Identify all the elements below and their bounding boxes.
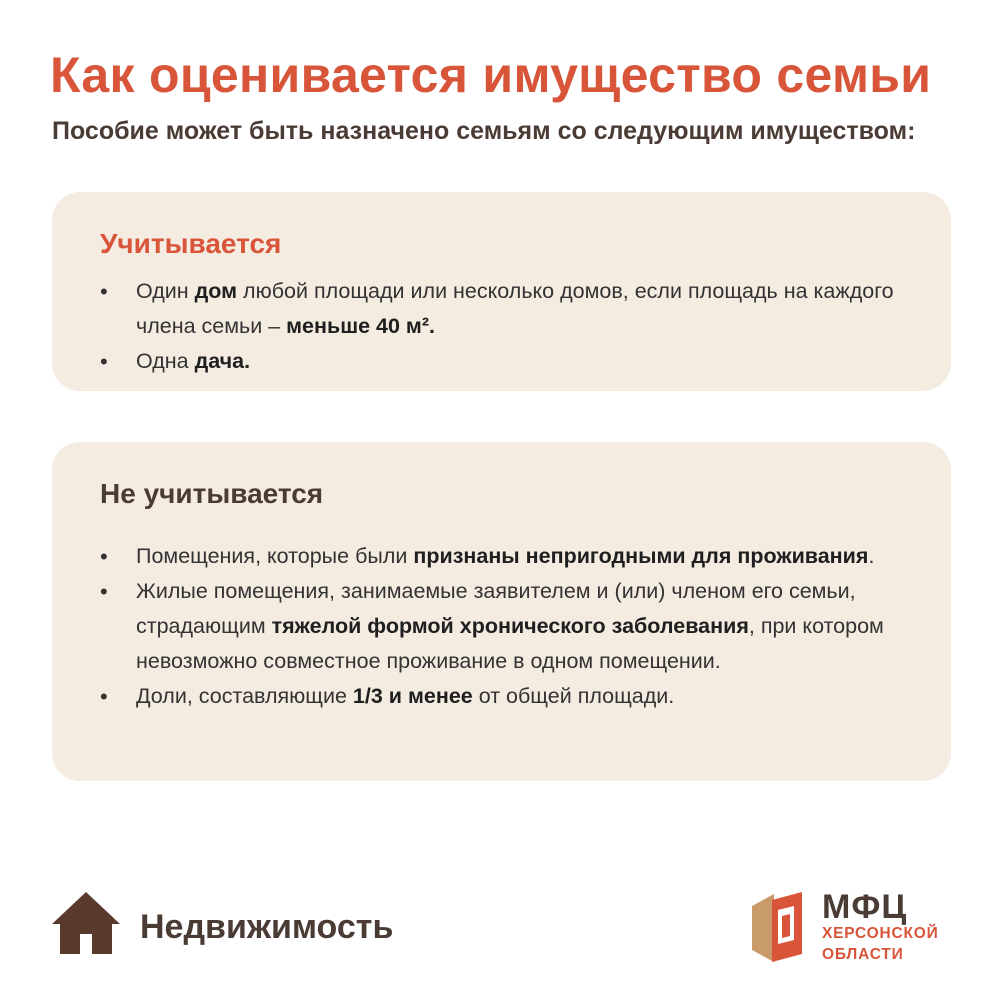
logo-region-line1: ХЕРСОНСКОЙ [822,925,939,942]
page-subtitle: Пособие может быть назначено семьям со следующим имуществом: [52,117,916,145]
list-item: • Одна дача. [100,344,931,379]
list-item: • Один дом любой площади или несколько домов, если площадь на каждого члена семьи – меньше 40 м². [100,274,931,344]
list-item: • Жилые помещения, занимаемые заявителем и (или) членом его семьи, страдающим тяжелой формой хронического заболевания, при котором невозможно совместное проживание в одном помещении. [100,574,931,679]
house-icon [50,890,122,956]
category-label: Недвижимость [140,908,394,946]
counted-heading: Учитывается [100,228,282,259]
counted-list [100,274,931,379]
logo-region-line2: ОБЛАСТИ [822,946,904,963]
mfc-logo-icon [752,892,808,964]
list-item: • Помещения, которые были признаны непригодными для проживания. [100,539,931,574]
list-item: • Доли, составляющие 1/3 и менее от общей площади. [100,679,931,714]
not-counted-card [52,442,951,781]
page-title: Как оценивается имущество семьи [50,47,932,103]
counted-card [52,192,951,391]
not-counted-list [100,539,931,714]
logo-title: МФЦ [822,888,908,926]
not-counted-heading: Не учитывается [100,478,324,509]
